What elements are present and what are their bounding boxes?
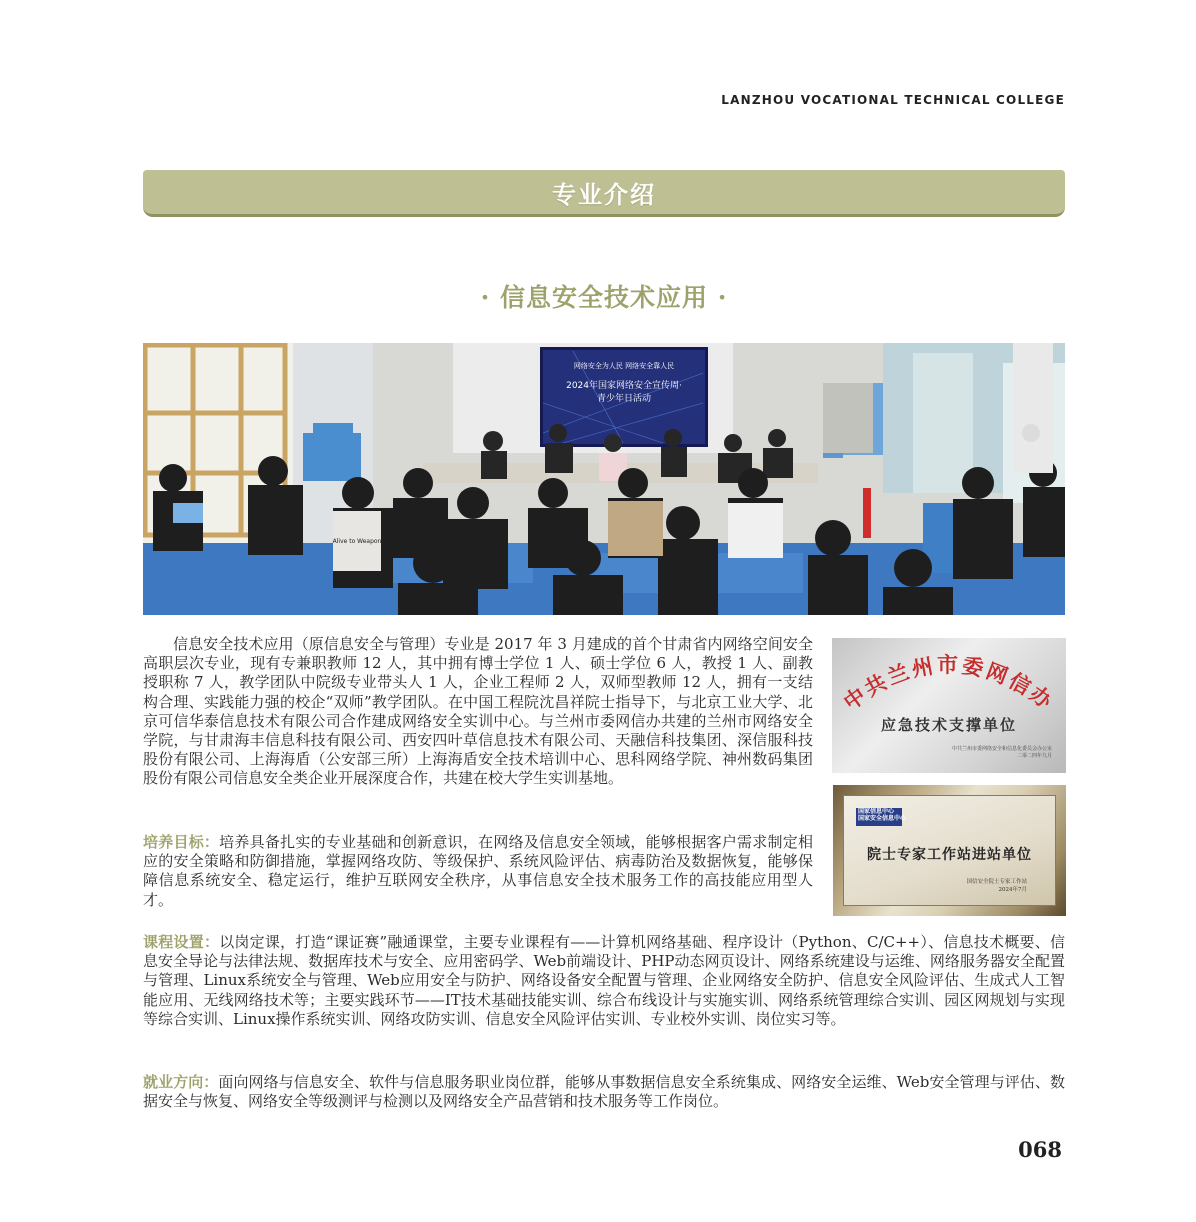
course-setup-label: 课程设置： <box>143 933 220 951</box>
svg-text:中共兰州市委网信办 <box>839 652 1059 715</box>
career-direction-paragraph <box>143 1073 1065 1111</box>
plaque2-org-line2: 国家安全信息中心 <box>858 815 907 822</box>
plaque1-footer-line1: 中共兰州市委网络安全和信息化委员会办公室 <box>951 746 1052 752</box>
plaque1-footer <box>952 746 1052 760</box>
plaque2-footer <box>966 878 1027 894</box>
plaque2-org-line1: 国家信息中心 <box>858 808 895 815</box>
plaque1-org: 中共兰州市委网信办 <box>838 652 1060 715</box>
plaque1-title: 应急技术支撑单位 <box>880 716 1017 734</box>
plaque2-org <box>858 808 906 822</box>
training-goal-paragraph <box>143 833 813 910</box>
career-direction-label: 就业方向： <box>143 1073 219 1091</box>
shirt-text: Alive to Weapon <box>332 538 382 545</box>
training-goal-text: 培养具备扎实的专业基础和创新意识，在网络及信息安全领域，能够根据客户需求制定相应的安全策略和防御措施，掌握网络攻防、等级保护、系统风险评估、病毒防治及数据恢复，能够保障信息系统安全、稳定运行，维护互联网安全秩序，从事信息安全技术服务工作的高技能应用型人才。 <box>143 833 813 909</box>
course-setup-text: 以岗定课，打造“课证赛”融通课堂，主要专业课程有——计算机网络基础、程序设计（Python、C/C++）、信息技术概要、信息安全导论与法律法规、数据库技术与安全、应用密码学、Web前端设计、PHP动态网页设计、网络系统建设与运维、网络服务器安全配置与管理、Linux系统安全与管理、Web应用安全与防护、网络设备安全配置与管理、企业网络安全防护、信息安全风险评估、生成式人工智能应用、无线网络技术等；主要实践环节——IT技术基础技能实训、综合布线设计与实施实训、网络系统管理综合实训、园区网规划与实现等综合实训、Linux操作系统实训、网络攻防实训、信息安全风险评估实训、专业校外实训、岗位实习等。 <box>143 933 1065 1028</box>
page-number: 068 <box>1018 1137 1062 1162</box>
plaque2-title: 院士专家工作站进站单位 <box>867 847 1032 863</box>
training-goal-label: 培养目标： <box>143 833 220 851</box>
plaque2-inner <box>843 795 1056 906</box>
classroom-photo <box>143 343 1065 615</box>
screen-text-line2: 2024年国家网络安全宣传周· <box>566 381 682 391</box>
plaque1-footer-line2: 二零二四年九月 <box>1016 753 1052 759</box>
career-direction-text: 面向网络与信息安全、软件与信息服务职业岗位群，能够从事数据信息安全系统集成、网络安全运维、Web安全管理与评估、数据安全与恢复、网络安全等级测评与检测以及网络安全产品营销和技术服务等工作岗位。 <box>143 1073 1065 1111</box>
plaque-emergency-support <box>832 638 1066 773</box>
section-title: 专业介绍 <box>552 179 656 209</box>
screen-text-line3: 青少年日活动 <box>596 394 652 404</box>
header-college-name: LANZHOU VOCATIONAL TECHNICAL COLLEGE <box>721 93 1065 107</box>
plaque2-footer-line1: 国信安全院士专家工作站 <box>966 879 1027 885</box>
course-setup-paragraph <box>143 933 1065 1029</box>
plaque-academician-station <box>833 785 1066 916</box>
major-title: · 信息安全技术应用 · <box>480 283 728 312</box>
plaque2-footer-line2: 2024年7月 <box>998 887 1027 893</box>
intro-paragraph: 信息安全技术应用（原信息安全与管理）专业是 2017 年 3 月建成的首个甘肃省内网络空间安全高职层次专业，现有专兼职教师 12 人，其中拥有博士学位 1 人、硕士学位 6 人，教授 1 人、副教授职称 7 人，教学团队中院级专业带头人 1 人，企业工程师 2 人，双师型教师 12 人，拥有一支结构合理、实践能力强的校企“双师”教学团队。在中国工程院沈昌祥院士指导下，与北京工业大学、北京可信华泰信息技术有限公司合作建成网络安全实训中心。与兰州市委网信办共建的兰州市网络安全学院，与甘肃海丰信息科技有限公司、西安四叶草信息技术有限公司、天融信科技集团、深信服科技股份有限公司、上海海盾（公安部三所）上海海盾安全技术培训中心、思科网络学院、神州数码集团股份有限公司信息安全类企业开展深度合作，共建在校大学生实训基地。 <box>143 635 813 788</box>
screen-text-line1: 网络安全为人民 网络安全靠人民 <box>573 362 675 370</box>
section-title-bar <box>143 170 1065 217</box>
